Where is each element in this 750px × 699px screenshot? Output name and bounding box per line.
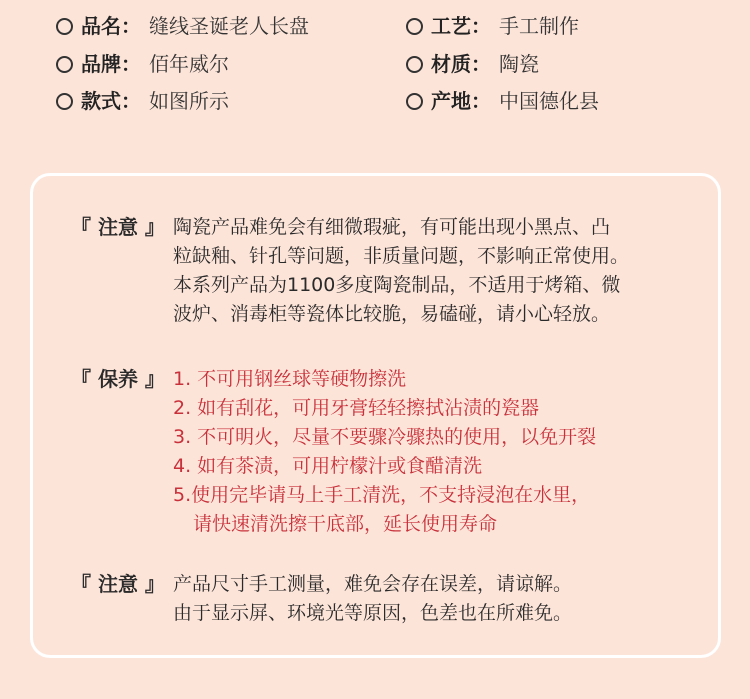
care-line: 请快速清洗擦干底部，延长使用寿命 (193, 513, 498, 535)
spec-item-name (56, 8, 309, 44)
bullet-circle-icon (56, 18, 73, 35)
spec-value: 如图所示 (149, 89, 229, 113)
care-line: 5.使用完毕请马上手工清洗，不支持浸泡在水里， (173, 484, 591, 506)
bullet-circle-icon (56, 93, 73, 110)
spec-label: 材质： (431, 52, 491, 76)
notice-line: 波炉、消毒柜等瓷体比较脆，易磕碰，请小心轻放。 (173, 303, 611, 325)
spec-item-material (406, 46, 539, 82)
notice-card (30, 173, 721, 658)
section-tag: 『 保养 』 (71, 367, 165, 391)
spec-item-style (56, 83, 229, 119)
spec-value: 陶瓷 (499, 52, 539, 76)
spec-value: 佰年威尔 (149, 52, 229, 76)
bullet-circle-icon (56, 56, 73, 73)
section-lines (173, 213, 693, 329)
care-line: 2. 如有刮花，可用牙膏轻轻擦拭沾渍的瓷器 (173, 397, 540, 419)
notice-line: 产品尺寸手工测量，难免会存在误差，请谅解。 (173, 573, 573, 595)
care-line: 1. 不可用钢丝球等硬物擦洗 (173, 368, 407, 390)
spec-label: 工艺： (431, 14, 491, 38)
product-specs (56, 8, 716, 118)
care-line: 3. 不可明火，尽量不要骤冷骤热的使用，以免开裂 (173, 426, 597, 448)
spec-value: 中国德化县 (499, 89, 599, 113)
spec-label: 产地： (431, 89, 491, 113)
spec-label: 品牌： (81, 52, 141, 76)
bullet-circle-icon (406, 18, 423, 35)
section-tag: 『 注意 』 (71, 215, 165, 239)
spec-item-brand (56, 46, 229, 82)
notice-line: 由于显示屏、环境光等原因，色差也在所难免。 (173, 602, 573, 624)
notice-line: 本系列产品为1100多度陶瓷制品，不适用于烤箱、微 (173, 274, 621, 296)
notice-line: 陶瓷产品难免会有细微瑕疵，有可能出现小黑点、凸 (173, 216, 611, 238)
spec-label: 品名： (81, 14, 141, 38)
section-lines (173, 570, 693, 628)
bullet-circle-icon (406, 56, 423, 73)
section-lines (173, 365, 693, 539)
section-tag: 『 注意 』 (71, 572, 165, 596)
spec-label: 款式： (81, 89, 141, 113)
notice-line: 粒缺釉、针孔等问题，非质量问题，不影响正常使用。 (173, 245, 630, 267)
spec-value: 缝线圣诞老人长盘 (149, 14, 309, 38)
spec-item-craft (406, 8, 579, 44)
bullet-circle-icon (406, 93, 423, 110)
spec-value: 手工制作 (499, 14, 579, 38)
spec-item-origin (406, 83, 599, 119)
care-line: 4. 如有茶渍，可用柠檬汁或食醋清洗 (173, 455, 483, 477)
